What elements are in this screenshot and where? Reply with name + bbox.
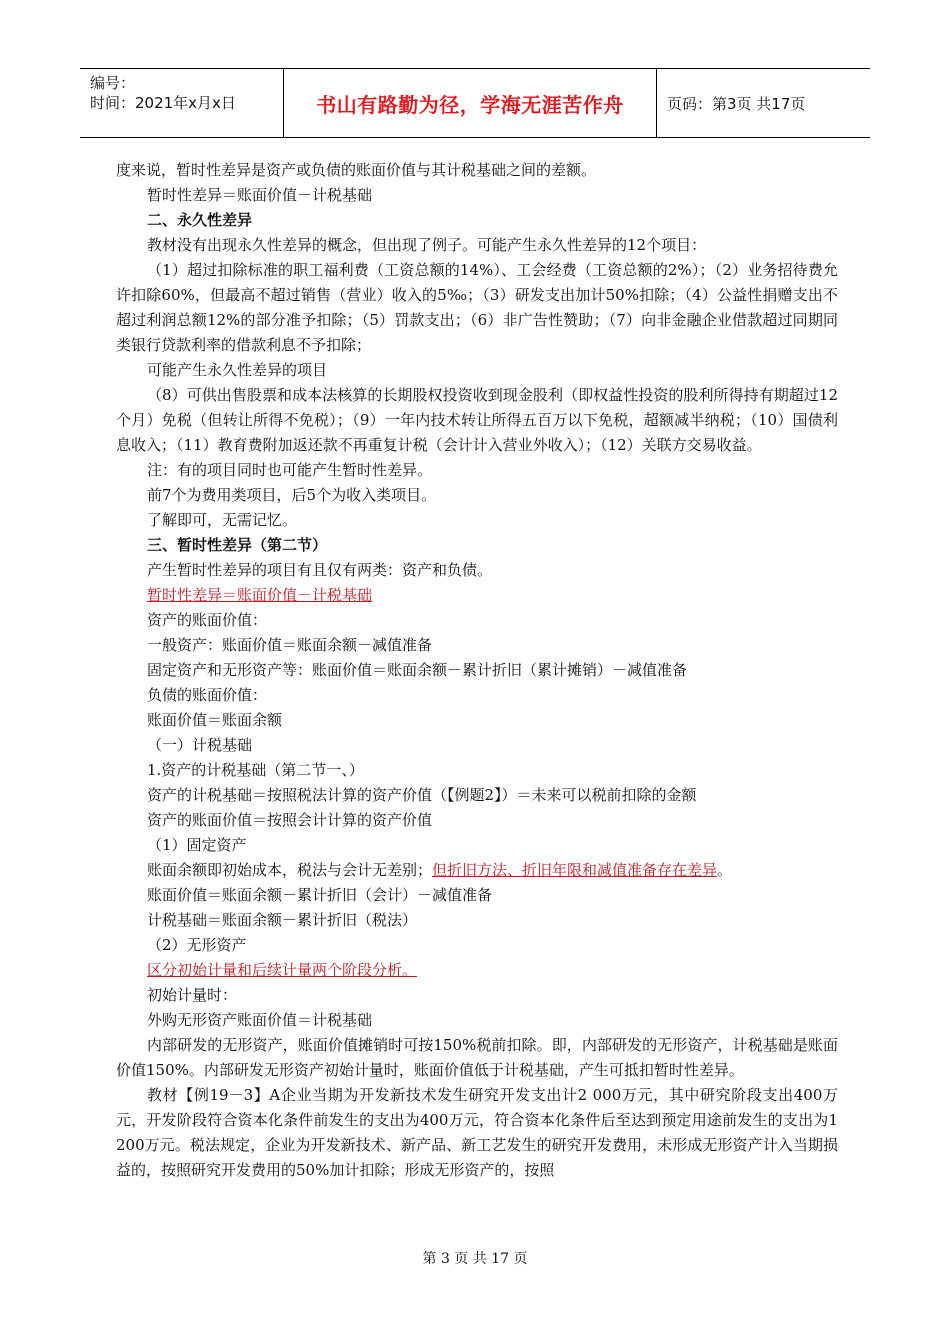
paragraph (116, 858, 838, 883)
paragraph: （8）可供出售股票和成本法核算的长期股权投资收到现金股利（即权益性投资的股利所得持有期超过12个月）免税（但转让所得不免税）；（9）一年内技术转让所得五百万以下免税，超额减半纳税；（10）国债利息收入；（11）教育费附加返还款不再重复计税（会计计入营业外收入）；（12）关联方交易收益。 (116, 386, 838, 454)
paragraph: （1）固定资产 (147, 836, 247, 854)
paragraph: 可能产生永久性差异的项目 (147, 361, 328, 379)
paragraph: 资产的账面价值＝按照会计计算的资产价值 (147, 811, 433, 829)
paragraph: （1）超过扣除标准的职工福利费（工资总额的14%）、工会经费（工资总额的2%）；（2）业务招待费允许扣除60%，但最高不超过销售（营业）收入的5‰；（3）研发支出加计50%扣除；（4）公益性捐赠支出不超过利润总额12%的部分准予扣除；（5）罚款支出；（6）非广告性赞助；（7）向非金融企业借款超过同期同类银行贷款利率的借款利息不予扣除； (116, 261, 838, 354)
paragraph: （一）计税基础 (147, 736, 253, 754)
document-body (116, 158, 838, 1183)
paragraph: 负债的账面价值： (147, 686, 268, 704)
header-info-cell (80, 69, 284, 137)
highlighted-paragraph (116, 958, 838, 983)
text-run: 账面余额即初始成本，税法与会计无差别； (147, 861, 433, 879)
page-footer: 第 3 页 共 17 页 (422, 1251, 528, 1267)
paragraph: 产生暂时性差异的项目有且仅有两类：资产和负债。 (147, 561, 493, 579)
red-underlined-text: 区分初始计量和后续计量两个阶段分析。 (147, 961, 418, 979)
page-header (80, 68, 870, 138)
time-label: 时间：2021年x月x日 (90, 94, 236, 112)
paragraph: 前7个为费用类项目，后5个为收入类项目。 (147, 486, 437, 504)
paragraph: 固定资产和无形资产等：账面价值＝账面余额－累计折旧（累计摊销）－减值准备 (147, 661, 688, 679)
paragraph: 账面价值＝账面余额－累计折旧（会计）－减值准备 (147, 886, 493, 904)
paragraph: 教材【例19－3】A企业当期为开发新技术发生研究开发支出计2 000万元，其中研究阶段支出400万元，开发阶段符合资本化条件前发生的支出为400万元，符合资本化条件后至达到预定用途前发生的支出为1 200万元。税法规定，企业为开发新技术、新产品、新工艺发生的研究开发费用，未形成无形资产计入当期损益的，按照研究开发费用的50%加计扣除；形成无形资产的，按照 (116, 1086, 838, 1179)
highlighted-formula (116, 583, 838, 608)
paragraph: 教材没有出现永久性差异的概念，但出现了例子。可能产生永久性差异的12个项目： (147, 236, 707, 254)
header-page-label: 页码：第3页 共17页 (667, 94, 806, 113)
paragraph: 暂时性差异＝账面价值－计税基础 (147, 186, 373, 204)
paragraph: 度来说，暂时性差异是资产或负债的账面价值与其计税基础之间的差额。 (116, 161, 597, 179)
paragraph: 计税基础＝账面余额－累计折旧（税法） (147, 911, 418, 929)
paragraph: （2）无形资产 (147, 936, 247, 954)
number-label: 编号： (90, 74, 136, 92)
red-underlined-text: 但折旧方法、折旧年限和减值准备存在差异 (432, 861, 718, 879)
paragraph: 初始计量时： (147, 986, 238, 1004)
paragraph: 一般资产：账面价值＝账面余额－减值准备 (147, 636, 433, 654)
paragraph: 内部研发的无形资产，账面价值摊销时可按150%税前扣除。即，内部研发的无形资产，计税基础是账面价值150%。内部研发无形资产初始计量时，账面价值低于计税基础，产生可抵扣暂时性差异。 (116, 1036, 838, 1079)
paragraph: 资产的计税基础＝按照税法计算的资产价值（【例题2】）＝未来可以税前扣除的金额 (147, 786, 697, 804)
section-heading: 三、暂时性差异（第二节） (147, 536, 328, 554)
paragraph: 了解即可，无需记忆。 (147, 511, 298, 529)
paragraph: 外购无形资产账面价值＝计税基础 (147, 1011, 373, 1029)
paragraph: 1.资产的计税基础（第二节一、） (147, 761, 364, 779)
paragraph: 注：有的项目同时也可能产生暂时性差异。 (147, 461, 433, 479)
red-underlined-text: 暂时性差异＝账面价值－计税基础 (147, 586, 373, 604)
paragraph: 账面价值＝账面余额 (147, 711, 283, 729)
header-motto: 书山有路勤为径，学海无涯苦作舟 (284, 69, 657, 137)
section-heading: 二、永久性差异 (147, 211, 253, 229)
paragraph: 资产的账面价值： (147, 611, 268, 629)
text-run: 。 (717, 861, 733, 879)
